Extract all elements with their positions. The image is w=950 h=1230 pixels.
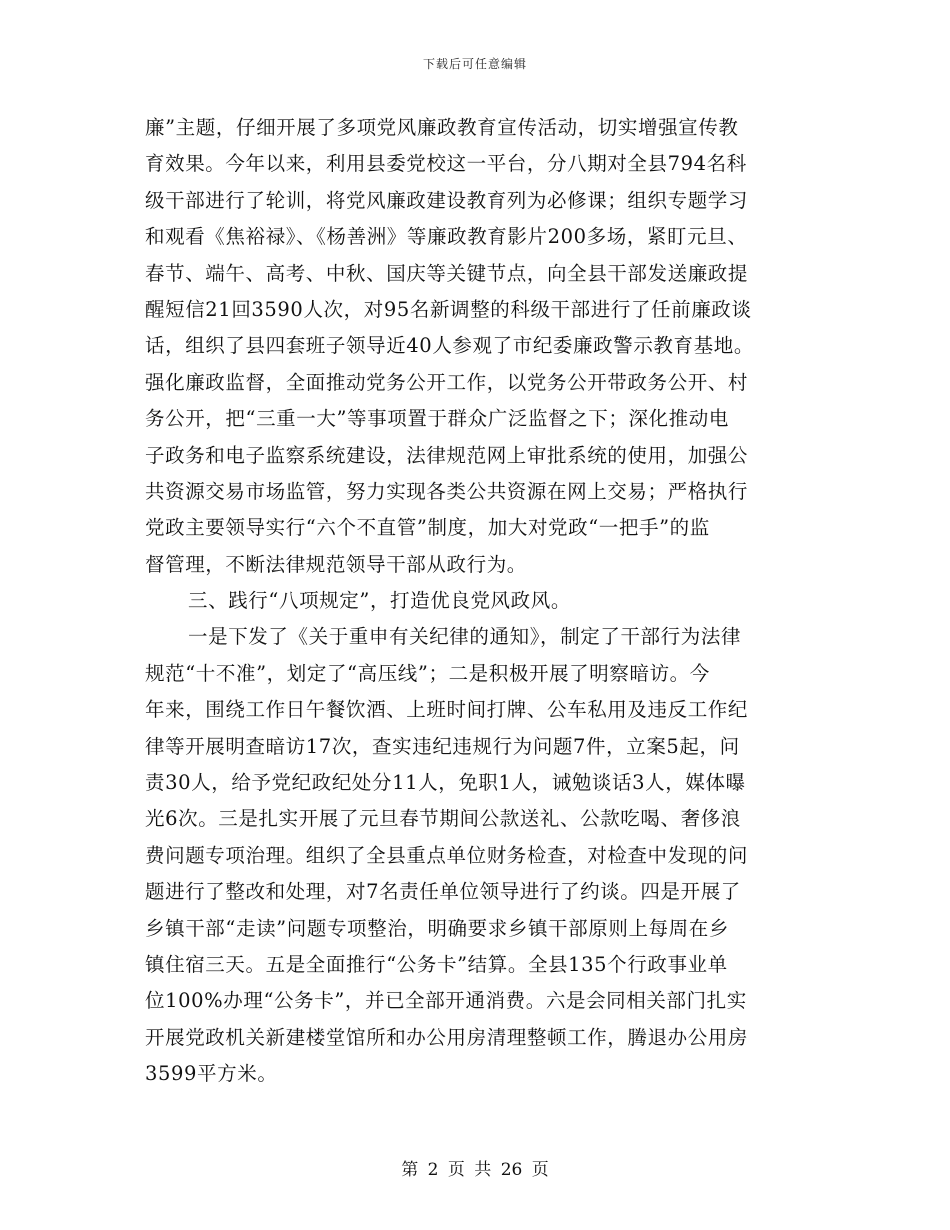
header-note: 下载后可任意编辑: [422, 57, 527, 71]
body-line: 育效果。今年以来，利用县委党校这一平台，分八期对全县794名科: [145, 152, 747, 176]
document-body: [145, 110, 810, 1093]
body-line: 光6次。三是扎实开展了元旦春节期间公款送礼、公款吃喝、奢侈浪: [145, 807, 741, 831]
body-line: 和观看《焦裕禄》、《杨善洲》等廉政教育影片200多场，紧盯元旦、: [145, 225, 748, 249]
section-heading: 三、践行“八项规定”，打造优良党风政风。: [188, 589, 571, 613]
body-line: 廉”主题，仔细开展了多项党风廉政教育宣传活动，切实增强宣传教: [145, 116, 739, 139]
body-line: 开展党政机关新建楼堂馆所和办公用房清理整顿工作，腾退办公用房: [145, 1025, 749, 1049]
body-line: 共资源交易市场监管，努力实现各类公共资源在网上交易；严格执行: [145, 479, 749, 503]
body-line: 春节、端午、高考、中秋、国庆等关键节点，向全县干部发送廉政提: [145, 261, 749, 285]
body-line: 费问题专项治理。组织了全县重点单位财务检查，对检查中发现的问: [145, 843, 749, 867]
body-line: 位100%办理“公务卡”，并已全部开通消费。六是会同相关部门扎实: [145, 989, 747, 1013]
body-line: 3599平方米。: [145, 1062, 278, 1086]
page-header: [0, 55, 950, 72]
body-line: 责30人，给予党纪政纪处分11人，免职1人，诫勉谈话3人，媒体曝: [145, 771, 746, 795]
body-line: 强化廉政监督，全面推动党务公开工作，以党务公开带政务公开、村: [145, 370, 749, 394]
body-line: 党政主要领导实行“六个不直管”制度，加大对党政“一把手”的监: [145, 516, 710, 540]
body-line: 年来，围绕工作日午餐饮酒、上班时间打牌、公车私用及违反工作纪: [145, 698, 749, 722]
body-line: 醒短信21回3590人次，对95名新调整的科级干部进行了任前廉政谈: [145, 297, 752, 321]
body-line: 乡镇干部“走读”问题专项整治，明确要求乡镇干部原则上每周在乡: [145, 916, 729, 940]
body-line: 题进行了整改和处理，对7名责任单位领导进行了约谈。四是开展了: [145, 880, 741, 904]
body-line: 律等开展明查暗访17次，查实违纪违规行为问题7件，立案5起，问: [145, 734, 740, 758]
page-number-label: 第 2 页 共 26 页: [401, 1160, 549, 1180]
body-line: 督管理，不断法律规范领导干部从政行为。: [145, 552, 527, 576]
body-line: 话，组织了县四套班子领导近40人参观了市纪委廉政警示教育基地。: [145, 334, 754, 358]
body-line: 级干部进行了轮训，将党风廉政建设教育列为必修课；组织专题学习: [145, 188, 749, 212]
body-line: 务公开，把“三重一大”等事项置于群众广泛监督之下；深化推动电: [145, 407, 729, 431]
paragraph-start-line: 一是下发了《关于重申有关纪律的通知》，制定了干部行为法律: [188, 625, 742, 649]
body-line: 子政务和电子监察系统建设，法律规范网上审批系统的使用，加强公: [145, 443, 749, 467]
body-line: 镇住宿三天。五是全面推行“公务卡”结算。全县135个行政事业单: [145, 952, 728, 976]
body-line: 规范“十不准”，划定了“高压线”；二是积极开展了明察暗访。今: [145, 661, 710, 685]
page-footer: [0, 1155, 950, 1180]
